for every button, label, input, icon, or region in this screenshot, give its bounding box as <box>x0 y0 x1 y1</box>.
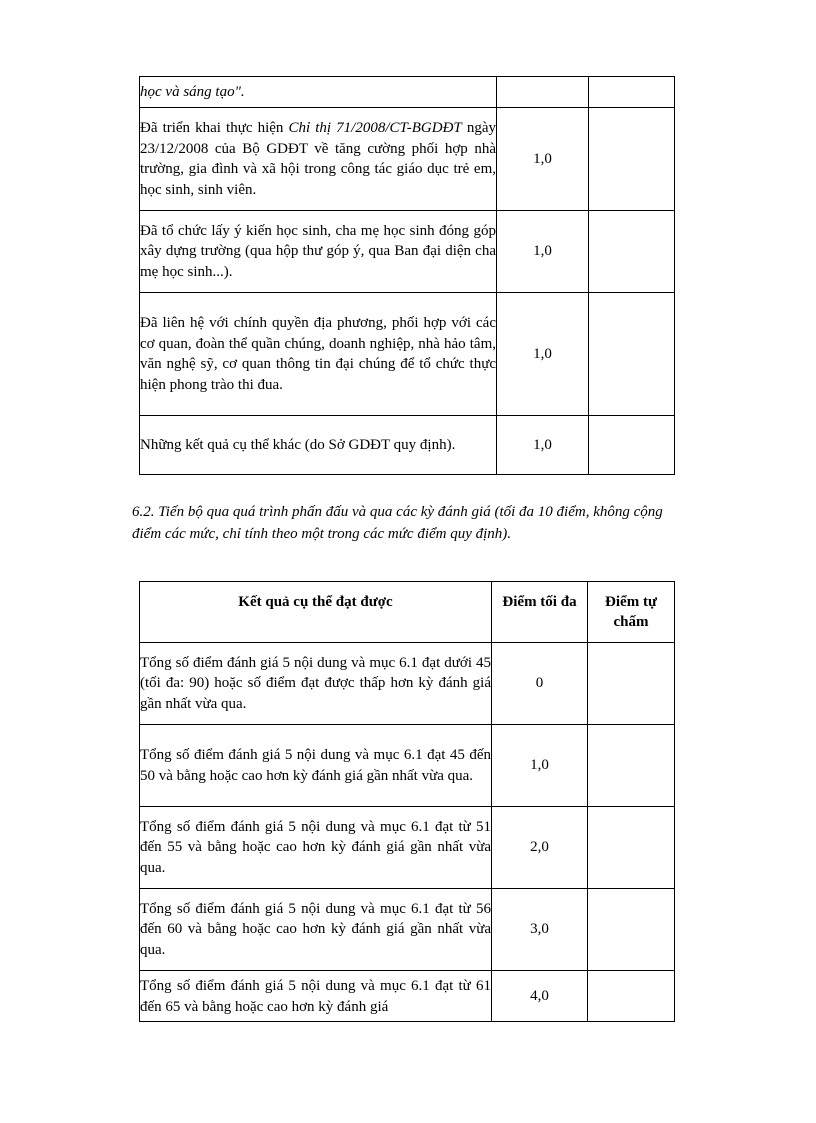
result-text: Tổng số điểm đánh giá 5 nội dung và mục 6.1 đạt từ 56 đến 60 và bằng hoặc cao hơn kỳ đánh giá gần nhất vừa qua. <box>140 889 492 971</box>
table-row <box>140 971 675 1022</box>
criteria-table-continued <box>139 76 675 475</box>
criteria-text <box>140 211 497 293</box>
text-segment-italic: Chỉ thị 71/2008/CT-BGDĐT <box>288 120 462 136</box>
self-score-cell[interactable] <box>589 416 675 475</box>
table-row <box>140 293 675 416</box>
table-row <box>140 807 675 889</box>
table-header-row <box>140 582 675 643</box>
text-segment: Những kết quả cụ thể khác (do Sở GDĐT quy định). <box>140 436 456 453</box>
max-score-cell: 1,0 <box>497 108 589 211</box>
self-score-cell[interactable] <box>589 293 675 416</box>
self-score-cell[interactable] <box>588 643 675 725</box>
criteria-text <box>140 416 497 475</box>
text-segment: Đã triển khai thực hiện <box>140 120 289 136</box>
result-text: Tổng số điểm đánh giá 5 nội dung và mục 6.1 đạt từ 61 đến 65 và bằng hoặc cao hơn kỳ đánh giá <box>140 971 492 1022</box>
text-segment: Đã tổ chức lấy ý kiến học sinh, cha mẹ học sinh đóng góp xây dựng trường (qua hộp thư góp ý, qua Ban đại diện cha mẹ học sinh...). <box>140 222 496 280</box>
header-max-score: Điểm tối đa <box>492 582 588 643</box>
text-segment: học và sáng tạo". <box>140 83 245 100</box>
header-result: Kết quả cụ thể đạt được <box>140 582 492 643</box>
result-text: Tổng số điểm đánh giá 5 nội dung và mục 6.1 đạt từ 51 đến 55 và bằng hoặc cao hơn kỳ đánh giá gần nhất vừa qua. <box>140 807 492 889</box>
self-score-cell[interactable] <box>588 971 675 1022</box>
max-score-cell: 4,0 <box>492 971 588 1022</box>
max-score-cell: 1,0 <box>497 211 589 293</box>
max-score-cell: 1,0 <box>497 416 589 475</box>
self-score-cell[interactable] <box>588 807 675 889</box>
criteria-text <box>140 108 497 211</box>
result-text: Tổng số điểm đánh giá 5 nội dung và mục 6.1 đạt dưới 45 (tối đa: 90) hoặc số điểm đạt được thấp hơn kỳ đánh giá gần nhất vừa qua. <box>140 643 492 725</box>
table-row <box>140 108 675 211</box>
self-score-cell[interactable] <box>589 211 675 293</box>
header-self-score: Điểm tự chấm <box>588 582 675 643</box>
table-row <box>140 725 675 807</box>
self-score-cell[interactable] <box>588 725 675 807</box>
table-row <box>140 416 675 475</box>
section-caption: 6.2. Tiến bộ qua quá trình phấn đấu và qua các kỳ đánh giá (tối đa 10 điểm, không cộng điểm các mức, chỉ tính theo một trong các mức điểm quy định). <box>132 504 663 542</box>
progress-score-table <box>139 581 675 1022</box>
result-text: Tổng số điểm đánh giá 5 nội dung và mục 6.1 đạt 45 đến 50 và bằng hoặc cao hơn kỳ đánh giá gần nhất vừa qua. <box>140 725 492 807</box>
text-segment: Đã liên hệ với chính quyền địa phương, phối hợp với các cơ quan, đoàn thể quần chúng, doanh nghiệp, nhà hảo tâm, văn nghệ sỹ, cơ quan thông tin đại chúng để tổ chức thực hiện phong trào thi đua. <box>140 315 496 393</box>
max-score-cell: 1,0 <box>492 725 588 807</box>
max-score-cell: 1,0 <box>497 293 589 416</box>
self-score-cell[interactable] <box>589 77 675 108</box>
max-score-cell <box>497 77 589 108</box>
text-segment: ngày 23/12/2008 của Bộ GDĐT về tăng cường phối hợp nhà trường, gia đình và xã hội trong công tác giáo dục trẻ em, học sinh, sinh viên. <box>140 120 496 198</box>
table-row <box>140 77 675 108</box>
criteria-text <box>140 77 497 108</box>
max-score-cell: 2,0 <box>492 807 588 889</box>
table-row <box>140 889 675 971</box>
self-score-cell[interactable] <box>589 108 675 211</box>
self-score-cell[interactable] <box>588 889 675 971</box>
max-score-cell: 0 <box>492 643 588 725</box>
max-score-cell: 3,0 <box>492 889 588 971</box>
table-row <box>140 211 675 293</box>
criteria-text <box>140 293 497 416</box>
table-row <box>140 643 675 725</box>
